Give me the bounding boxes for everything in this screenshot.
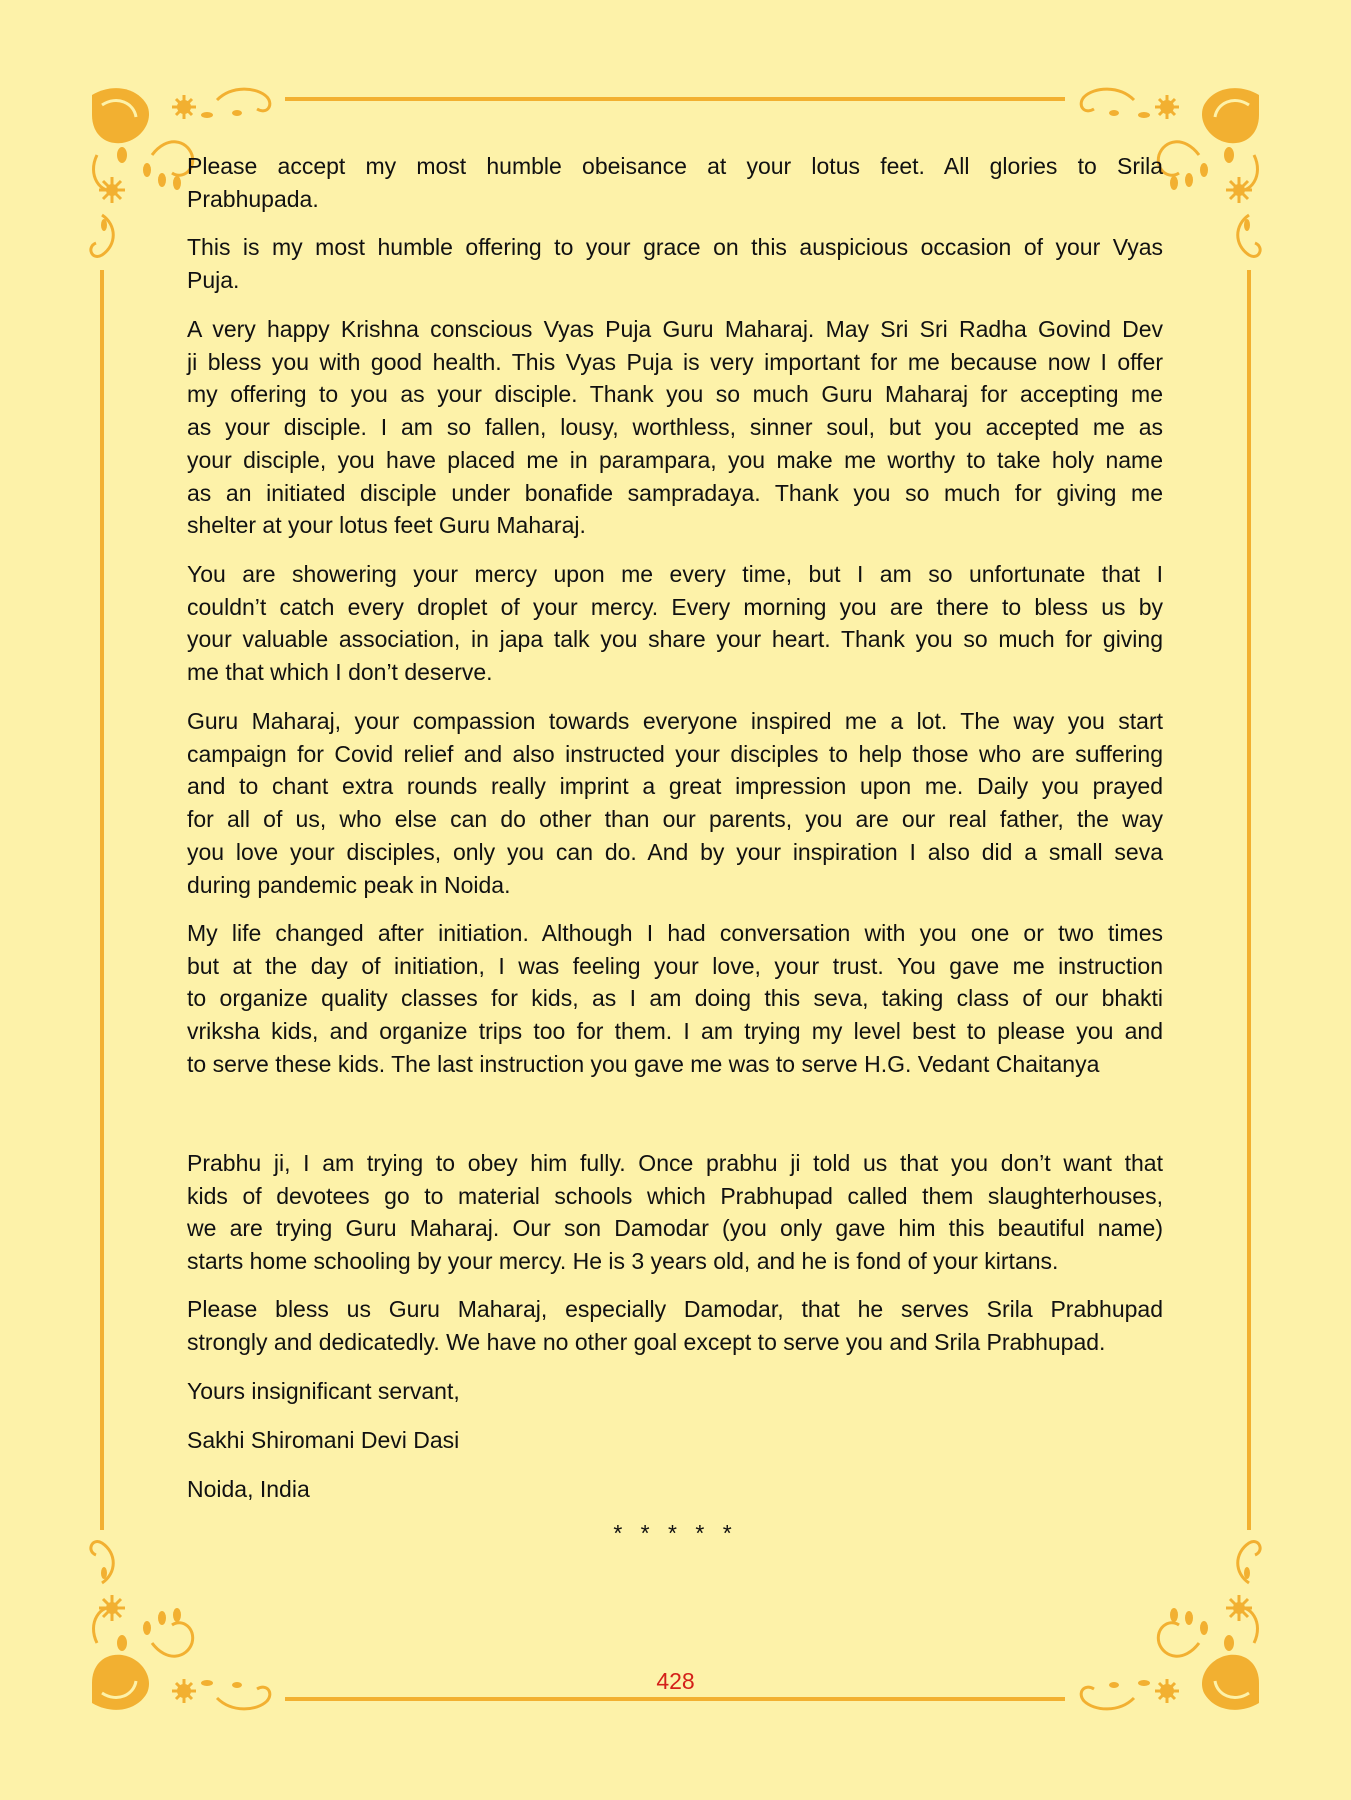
text-line: and to chant extra rounds really imprint a great impression upon me. Daily you prayed [187,773,1163,800]
text-line: A very happy Krishna conscious Vyas Puja Guru Maharaj. May Sri Sri Radha Govind Dev [187,316,1163,342]
text-line: me that which I don’t deserve. [187,659,493,686]
paragraph [187,1147,1163,1278]
paragraph [187,313,1163,542]
text-line: Please bless us Guru Maharaj, especially Damodar, that he serves Srila Prabhupad [187,1296,1163,1322]
text-line: your valuable association, in japa talk you share your heart. Thank you so much for giving [187,626,1163,653]
page-number: 428 [656,1668,695,1694]
text-line: starts home schooling by your mercy. He is 3 years old, and he is fond of your kirtans. [187,1248,1059,1275]
author-name [187,1424,1163,1457]
paragraph [187,705,1163,901]
separator-stars: * * * * * [613,1520,738,1546]
paragraph [187,917,1163,1081]
paragraph [187,150,1163,215]
text-line: we are trying Guru Maharaj. Our son Damodar (you only gave him this beautiful name) [187,1215,1163,1242]
text-line: to organize quality classes for kids, as I am doing this seva, taking class of our bhakti [187,985,1163,1012]
text-line: your disciple, you have placed me in parampara, you make me worthy to take holy name [187,446,1163,473]
text-line: Noida, India [187,1476,310,1502]
text-line: Please accept my most humble obeisance at your lotus feet. All glories to Srila [187,153,1163,179]
closing-line [187,1375,1163,1408]
text-line: Yours insignificant servant, [187,1378,460,1404]
text-line: Guru Maharaj, your compassion towards everyone inspired me a lot. The way you start [187,708,1163,734]
text-line: as your disciple. I am so fallen, lousy, worthless, sinner soul, but you accepted me as [187,414,1163,441]
paragraph [187,1293,1163,1358]
author-location [187,1473,1163,1506]
text-line: you love your disciples, only you can do. And by your inspiration I also did a small seva [187,838,1163,865]
text-line: kids of devotees go to material schools which Prabhupad called them slaughterhouses, [187,1182,1163,1209]
text-line: couldn’t catch every droplet of your mercy. Every morning you are there to bless us by [187,593,1163,620]
text-line: strongly and dedicatedly. We have no other goal except to serve you and Srila Prabhupad. [187,1328,1106,1355]
text-line: my offering to you as your disciple. Thank you so much Guru Maharaj for accepting me [187,381,1163,408]
text-line: Prabhupada. [187,185,319,212]
text-line: You are showering your mercy upon me every time, but I am so unfortunate that I [187,561,1163,587]
text-line: My life changed after initiation. Although I had conversation with you one or two times [187,920,1163,946]
text-line: as an initiated disciple under bonafide sampradaya. Thank you so much for giving me [187,479,1163,506]
text-line: during pandemic peak in Noida. [187,871,511,898]
text-line: for all of us, who else can do other than our parents, you are our real father, the way [187,806,1163,833]
text-line: campaign for Covid relief and also instructed your disciples to help those who are suffering [187,740,1163,767]
text-line: ji bless you with good health. This Vyas Puja is very important for me because now I offer [187,348,1163,375]
paragraph [187,558,1163,689]
text-line: vriksha kids, and organize trips too for them. I am trying my level best to please you and [187,1018,1163,1045]
text-line: but at the day of initiation, I was feeling your love, your trust. You gave me instruction [187,952,1163,979]
text-line: Prabhu ji, I am trying to obey him fully. Once prabhu ji told us that you don’t want that [187,1150,1163,1176]
text-line: shelter at your lotus feet Guru Maharaj. [187,512,586,539]
text-line: This is my most humble offering to your grace on this auspicious occasion of your Vyas [187,234,1163,260]
paragraph [187,231,1163,296]
text-line: to serve these kids. The last instruction you gave me was to serve H.G. Vedant Chaitanya [187,1050,1100,1077]
text-line: Puja. [187,266,240,293]
text-line: Sakhi Shiromani Devi Dasi [187,1427,460,1453]
